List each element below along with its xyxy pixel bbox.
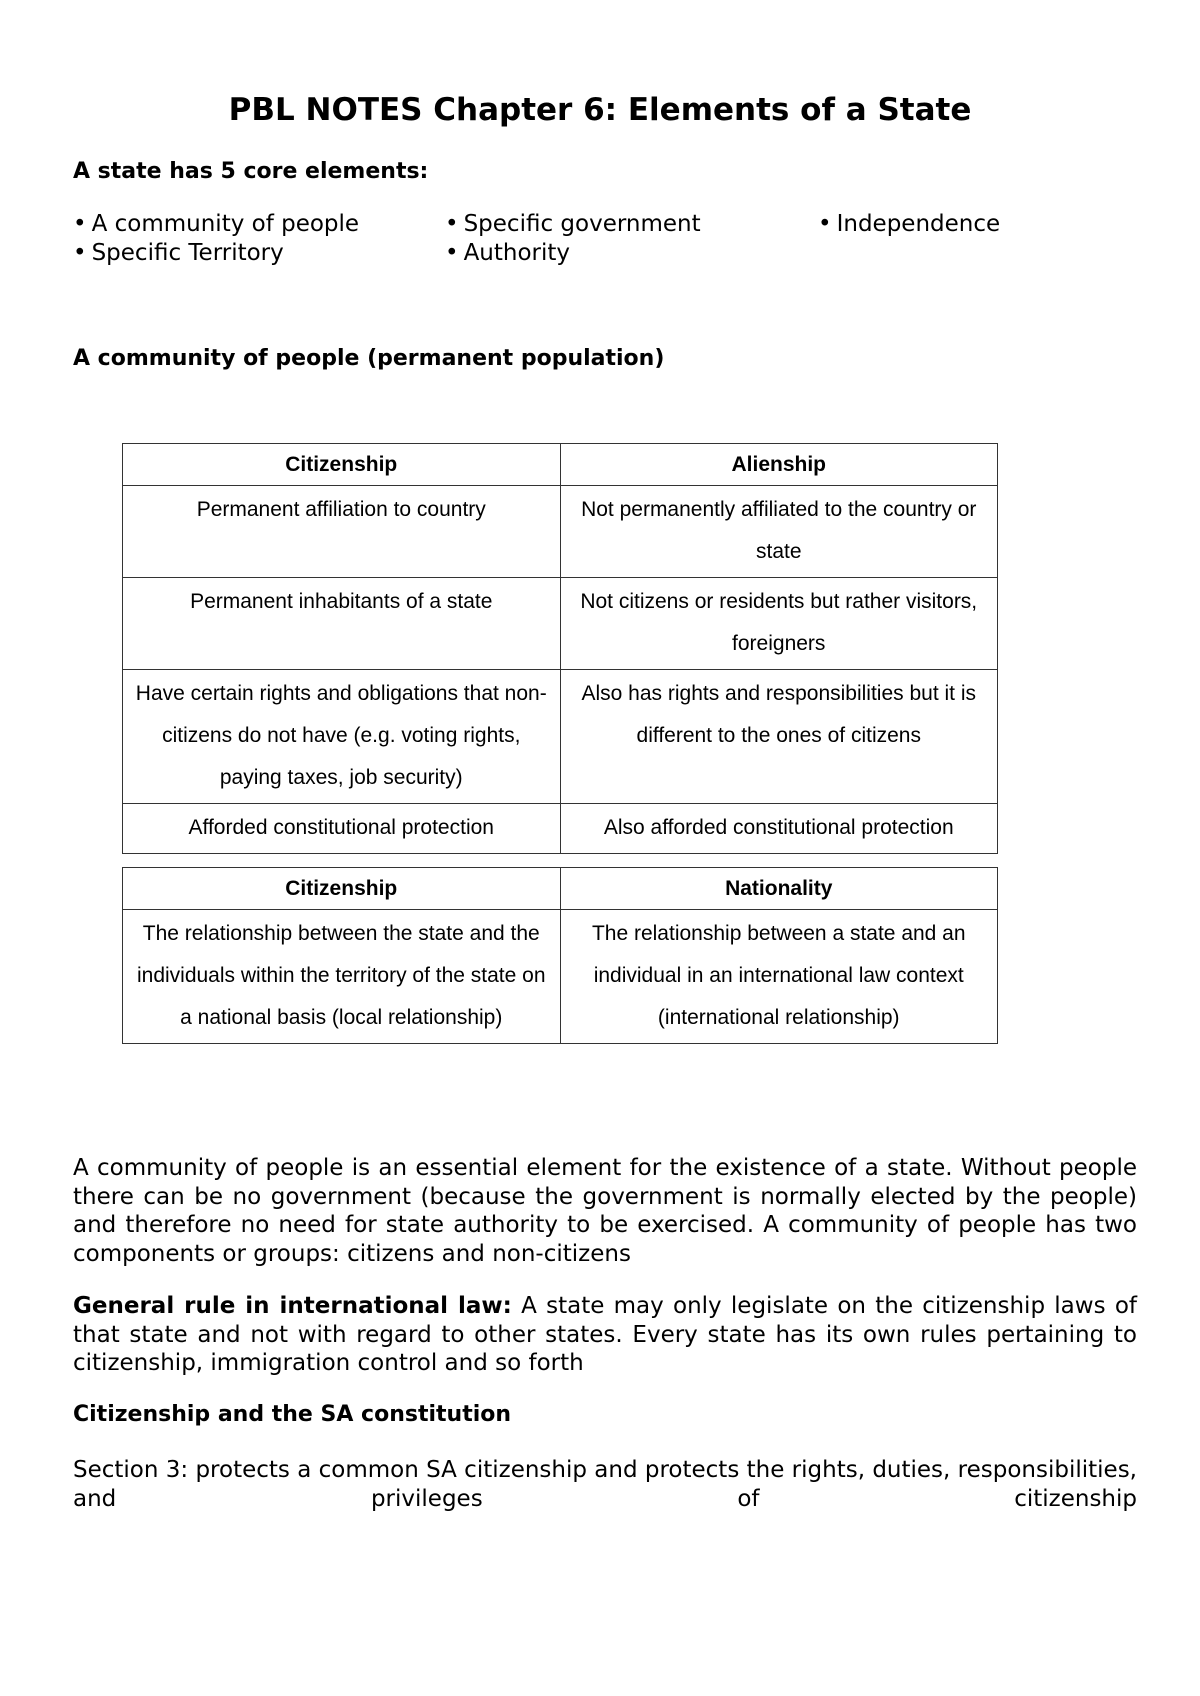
table-cell: Permanent affiliation to country	[123, 486, 561, 578]
list-item: • Specific government	[445, 210, 701, 239]
community-heading: A community of people (permanent population)	[73, 346, 665, 371]
list-item: • Authority	[445, 239, 570, 268]
table-cell: Also afforded constitutional protection	[560, 804, 998, 854]
table-row	[123, 910, 998, 1044]
table-cell: Have certain rights and obligations that non-citizens do not have (e.g. voting rights, paying taxes, job security)	[123, 670, 561, 804]
table-cell: Also has rights and responsibilities but it is different to the ones of citizens	[560, 670, 998, 804]
list-item: • Independence	[818, 210, 1000, 239]
column-header: Alienship	[560, 444, 998, 486]
citizenship-nationality-table	[122, 867, 998, 1044]
list-item: • A community of people	[73, 210, 359, 239]
table-cell: Not permanently affiliated to the country or state	[560, 486, 998, 578]
list-item: • Specific Territory	[73, 239, 284, 268]
sa-constitution-heading: Citizenship and the SA constitution	[73, 1402, 512, 1427]
table-cell: Afforded constitutional protection	[123, 804, 561, 854]
core-elements-heading: A state has 5 core elements:	[73, 159, 429, 184]
community-paragraph: A community of people is an essential element for the existence of a state. Without people there can be no government (because the government is normally elected by the people) and therefore no need for state authority to be exercised. A community of people has two components or groups: citizens and non-citizens	[73, 1155, 1137, 1267]
general-rule-paragraph	[73, 1292, 1137, 1378]
general-rule-label: General rule in international law:	[73, 1293, 512, 1319]
table-row	[123, 670, 998, 804]
column-header: Citizenship	[123, 444, 561, 486]
core-elements-list	[73, 210, 1073, 270]
table-header-row	[123, 444, 998, 486]
column-header: Nationality	[560, 868, 998, 910]
table-row	[123, 486, 998, 578]
section3-paragraph: Section 3: protects a common SA citizenship and protects the rights, duties, responsibilities, and privileges of citizenship	[73, 1457, 1137, 1512]
table-row	[123, 804, 998, 854]
citizenship-alienship-table	[122, 443, 998, 854]
table-header-row	[123, 868, 998, 910]
column-header: Citizenship	[123, 868, 561, 910]
table-cell: Not citizens or residents but rather visitors, foreigners	[560, 578, 998, 670]
table-cell: The relationship between the state and the individuals within the territory of the state on a national basis (local relationship)	[123, 910, 561, 1044]
table-cell: The relationship between a state and an individual in an international law context (international relationship)	[560, 910, 998, 1044]
page-title: PBL NOTES Chapter 6: Elements of a State	[228, 92, 972, 128]
table-cell: Permanent inhabitants of a state	[123, 578, 561, 670]
general-rule-text: A state may only legislate on the citizenship laws of that state and not with regard to other states. Every state has its own rules pertaining to citizenship, immigration control and so forth	[73, 1293, 1137, 1376]
table-row	[123, 578, 998, 670]
